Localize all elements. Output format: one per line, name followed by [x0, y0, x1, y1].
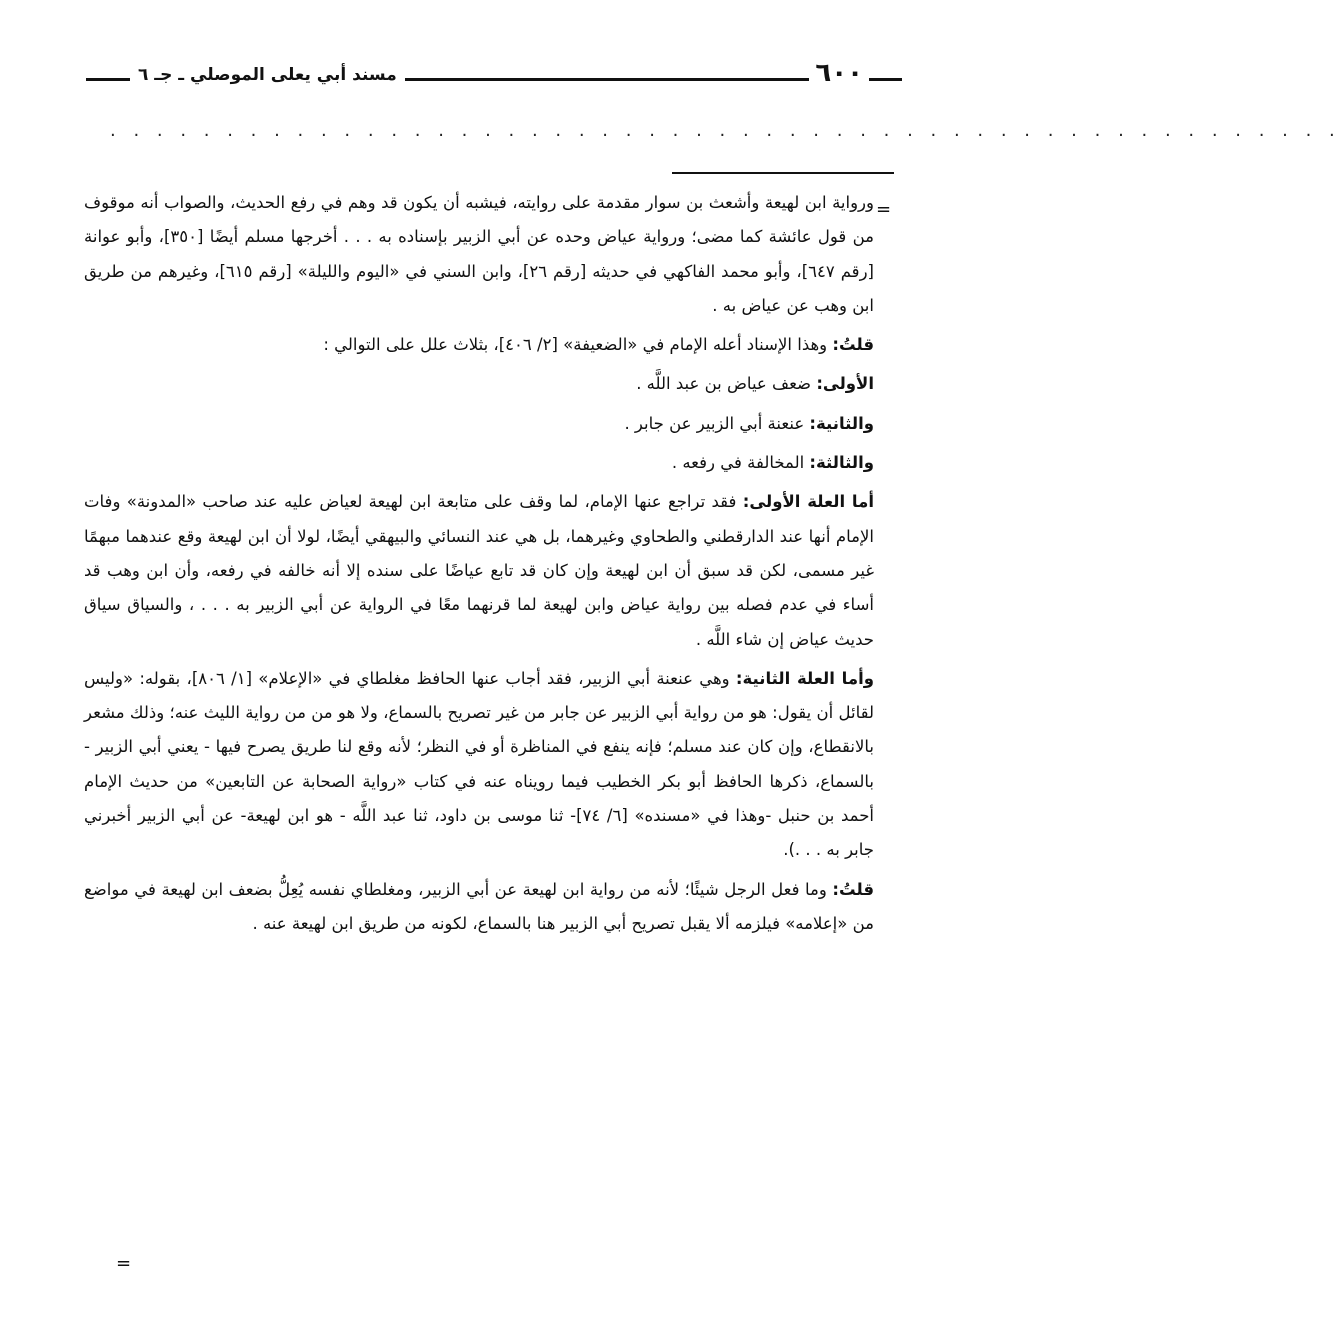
paragraph-lead: الأولى:	[816, 374, 874, 394]
paragraph	[84, 367, 874, 401]
paragraph	[84, 186, 874, 323]
paragraph	[84, 446, 874, 480]
paragraph	[84, 407, 874, 441]
paragraph-lead: أما العلة الأولى:	[742, 492, 874, 512]
paragraph	[84, 662, 874, 868]
paragraph-text: ورواية ابن لهيعة وأشعث بن سوار مقدمة على روايته، فيشبه أن يكون قد وهم في رفع الحديث، والصواب أنه موقوف من قول عائشة كما مضى؛ ورواية عياض وحده عن أبي الزبير بإسناده به . . . أخرجها مسلم أيضًا [٣٥٠]، وأبو عوانة [رقم ٦٤٧]، وأبو محمد الفاكهي في حديثه [رقم ٢٦]، وابن السني في «اليوم والليلة» [رقم ٦١٥]، وغيرهم من طريق ابن وهب عن عياض به .	[84, 193, 874, 315]
running-title: مسند أبي يعلى الموصلي ـ جـ ٦	[130, 60, 405, 90]
paragraph-text: ضعف عياض بن عبد اللَّه .	[636, 374, 817, 394]
paragraph-lead: وأما العلة الثانية:	[735, 668, 874, 688]
continuation-mark: =	[876, 199, 892, 220]
paragraph-text: وهي عنعنة أبي الزبير، فقد أجاب عنها الحافظ مغلطاي في «الإعلام» [١/ ٨٠٦]، بقوله: «وليس لقائل أن يقول: هو من رواية أبي الزبير عن جابر من غير تصريح بالسماع، ولا هو من من رواية الليث عنه؛ وذلك مشعر بالانقطاع، وإن كان عند مسلم؛ فإنه ينفع في المناظرة أو في النظر؛ لأنه وقع لنا طريق يصرح فيها - يعني أبي الزبير - بالسماع، ذكرها الحافظ أبو بكر الخطيب فيما رويناه عنه في كتاب «رواية الصحابة عن التابعين» من حديث الإمام أحمد بن حنبل -وهذا في «مسنده» [٦/ ٧٤]- ثنا موسى بن داود، ثنا عبد اللَّه - هو ابن لهيعة- عن أبي الزبير أخبرني جابر به . . .).	[84, 668, 874, 860]
running-header	[86, 54, 902, 94]
footnote-rule	[672, 172, 894, 174]
continuation-mark-end: =	[116, 1253, 132, 1274]
paragraph-lead: قلتُ:	[832, 879, 874, 899]
paragraph-text: المخالفة في رفعه .	[671, 453, 810, 473]
paragraph-text: عنعنة أبي الزبير عن جابر .	[624, 413, 810, 433]
paragraph-lead: قلتُ:	[832, 335, 874, 355]
paragraph	[84, 873, 874, 942]
footnote-body	[84, 186, 874, 946]
paragraph-lead: والثالثة:	[809, 453, 874, 473]
page-number: ٦٠٠	[809, 56, 869, 90]
separator-dots: . . . . . . . . . . . . . . . . . . . . . . . . . . . . . . . . . . . . . . . . . . . . . . . . . . . . .	[110, 120, 1341, 141]
paragraph-text: وما فعل الرجل شيئًا؛ لأنه من رواية ابن لهيعة عن أبي الزبير، ومغلطاي نفسه يُعِلُّ بضعف ابن لهيعة في مواضع من «إعلامه» فيلزمه ألا يقبل تصريح أبي الزبير هنا بالسماع، لكونه من طريق ابن لهيعة عنه .	[84, 879, 874, 933]
paragraph-text: وهذا الإسناد أعله الإمام في «الضعيفة» [٢/ ٤٠٦]، بثلاث علل على التوالي :	[323, 335, 833, 355]
paragraph-lead: والثانية:	[809, 413, 874, 433]
paragraph-text: فقد تراجع عنها الإمام، لما وقف على متابعة ابن لهيعة لعياض عليه عند صاحب «المدونة» وفات الإمام أنها عند الدارقطني والطحاوي وغيرهما، بل هي عند النسائي والبيهقي أيضًا، لولا أن ابن لهيعة وقع عندهما مبهمًا غير مسمى، لكن قد سبق أن ابن لهيعة وإن كان قد تابع عياضًا على سنده إلا أنه خالفه في رفعه، وأن ابن وهب قد أساء في عدم فصله بين رواية عياض وابن لهيعة لما قرنهما معًا في الرواية عن أبي الزبير به . . . ، والسياق سياق حديث عياض إن شاء اللَّه .	[84, 492, 874, 649]
paragraph	[84, 485, 874, 656]
paragraph	[84, 328, 874, 362]
